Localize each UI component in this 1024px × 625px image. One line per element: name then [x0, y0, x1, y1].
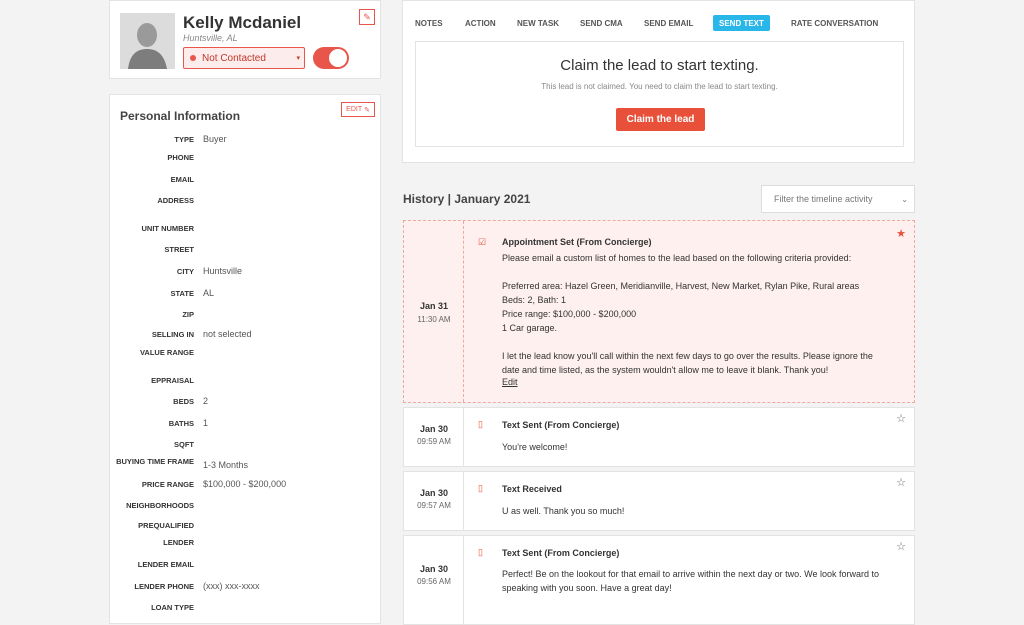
pencil-icon: ✎: [364, 106, 370, 114]
field-value: not selected: [203, 329, 252, 339]
field-label: CITY: [176, 267, 194, 276]
entry-body: You're welcome!: [502, 442, 568, 452]
field-value: $100,000 - $200,000: [203, 479, 287, 489]
field-label: LENDER: [163, 538, 194, 547]
phone-icon: ▯: [478, 547, 483, 557]
field-value: 1-3 Months: [203, 460, 249, 470]
lead-location: Huntsville, AL: [183, 33, 238, 43]
tab-notes[interactable]: NOTES: [415, 18, 443, 28]
star-icon[interactable]: ★: [896, 228, 906, 240]
field-value: AL: [203, 288, 215, 298]
field-label: EMAIL: [170, 175, 194, 184]
history-title: History | January 2021: [403, 192, 531, 206]
action-panel: [402, 0, 915, 163]
timeline-entry: [403, 407, 915, 467]
field-label: STATE: [170, 289, 194, 298]
field-value: 1: [203, 418, 209, 428]
field-label: BATHS: [168, 419, 194, 428]
lead-name: Kelly Mcdaniel: [183, 13, 302, 32]
chevron-down-icon: ▾: [296, 55, 300, 62]
timeline-filter-select[interactable]: [761, 185, 915, 213]
tab-rate-conversation[interactable]: RATE CONVERSATION: [791, 18, 879, 28]
field-label: BEDS: [173, 397, 194, 406]
tab-new-task[interactable]: NEW TASK: [517, 18, 560, 28]
entry-time: 09:57 AM: [417, 501, 451, 510]
checkbox-icon: ☑: [478, 237, 487, 247]
entry-title: Text Sent (From Concierge): [502, 548, 620, 558]
field-label: EPPRAISAL: [151, 376, 194, 385]
field-label: PRICE RANGE: [141, 480, 194, 489]
entry-time: 11:30 AM: [417, 315, 451, 324]
entry-time: 09:59 AM: [417, 437, 451, 446]
filter-placeholder: Filter the timeline activity: [774, 194, 873, 204]
field-value: Huntsville: [203, 266, 243, 276]
tab-send-text[interactable]: SEND TEXT: [713, 15, 770, 31]
field-label: NEIGHBORHOODS: [126, 501, 194, 510]
status-select[interactable]: [183, 47, 305, 69]
phone-icon: ▯: [478, 419, 483, 429]
field-label: LENDER PHONE: [134, 582, 194, 591]
field-label: PHONE: [167, 153, 194, 162]
field-label: PREQUALIFIED: [138, 521, 194, 530]
field-label: ADDRESS: [157, 196, 194, 205]
entry-date: Jan 30: [419, 564, 449, 574]
history-timeline: [403, 220, 915, 620]
tab-send-cma[interactable]: SEND CMA: [580, 18, 623, 28]
profile-card: [109, 0, 381, 79]
entry-title: Text Sent (From Concierge): [502, 420, 620, 430]
entry-date-column: [404, 536, 464, 624]
timeline-entry: [403, 535, 915, 625]
personal-info-title: Personal Information: [120, 109, 241, 123]
claim-subtitle: This lead is not claimed. You need to claim the lead to start texting.: [541, 82, 778, 91]
entry-title: Appointment Set (From Concierge): [502, 237, 652, 247]
field-value: Buyer: [203, 134, 227, 144]
chevron-down-icon: ⌄: [901, 194, 908, 204]
entry-date-column: [404, 408, 464, 466]
claim-title: Claim the lead to start texting.: [560, 57, 759, 74]
entry-date: Jan 30: [419, 488, 449, 498]
edit-profile-button[interactable]: [359, 9, 375, 25]
pencil-icon: ✎: [363, 11, 371, 22]
field-value: 2: [203, 396, 209, 406]
entry-body: Please email a custom list of homes to the lead based on the following criteria provided: Preferred area: Hazel Green, Meridianville, Harvest, New Market, Rylan Pike, Rural areas Beds: 2, Bath: 1 Price range: $100,000 - $200,000 1 Car garage. I let the lead know you'll call within the next few days to go over the results. Please ignore the date and time listed, as the system wouldn't allow me to leave it blank. Thank you!: [502, 253, 873, 375]
field-label: ZIP: [182, 310, 194, 319]
tab-action[interactable]: ACTION: [465, 18, 496, 28]
entry-date: Jan 31: [419, 301, 449, 311]
claim-lead-button[interactable]: Claim the lead: [616, 108, 705, 131]
entry-body: Perfect! Be on the lookout for that email to arrive within the next day or two. We look forward to speaking with you soon. Have a great day!: [502, 569, 880, 593]
field-label: SELLING IN: [151, 330, 194, 339]
edit-personal-button[interactable]: [341, 102, 375, 117]
star-icon[interactable]: ☆: [896, 413, 906, 425]
entry-date-column: [404, 472, 464, 530]
field-label: LOAN TYPE: [151, 603, 194, 612]
timeline-entry: [403, 220, 915, 403]
toggle-knob: [329, 49, 347, 67]
field-label: STREET: [164, 245, 194, 254]
status-label: Not Contacted: [202, 52, 266, 64]
personal-info-card: [109, 94, 381, 624]
entry-body: U as well. Thank you so much!: [502, 506, 625, 516]
timeline-entry: [403, 471, 915, 531]
field-label: TYPE: [174, 135, 194, 144]
entry-time: 09:56 AM: [417, 577, 451, 586]
claim-box: [415, 41, 904, 147]
field-label: LENDER EMAIL: [137, 560, 194, 569]
avatar: [120, 13, 175, 69]
entry-date-column: [404, 221, 464, 402]
star-icon[interactable]: ☆: [896, 477, 906, 489]
field-label: BUYING TIME FRAME: [116, 457, 194, 466]
field-label: VALUE RANGE: [139, 348, 194, 357]
tab-send-email[interactable]: SEND EMAIL: [644, 18, 694, 28]
entry-title: Text Received: [502, 484, 562, 494]
status-toggle[interactable]: [313, 47, 349, 69]
edit-entry-link[interactable]: Edit: [502, 377, 518, 387]
star-icon[interactable]: ☆: [896, 541, 906, 553]
field-value: (xxx) xxx-xxxx: [203, 581, 260, 591]
phone-icon: ▯: [478, 483, 483, 493]
field-label: UNIT NUMBER: [141, 224, 194, 233]
edit-label: EDIT: [346, 106, 363, 113]
entry-date: Jan 30: [419, 424, 449, 434]
field-label: SQFT: [174, 440, 194, 449]
status-dot-icon: [190, 55, 196, 61]
